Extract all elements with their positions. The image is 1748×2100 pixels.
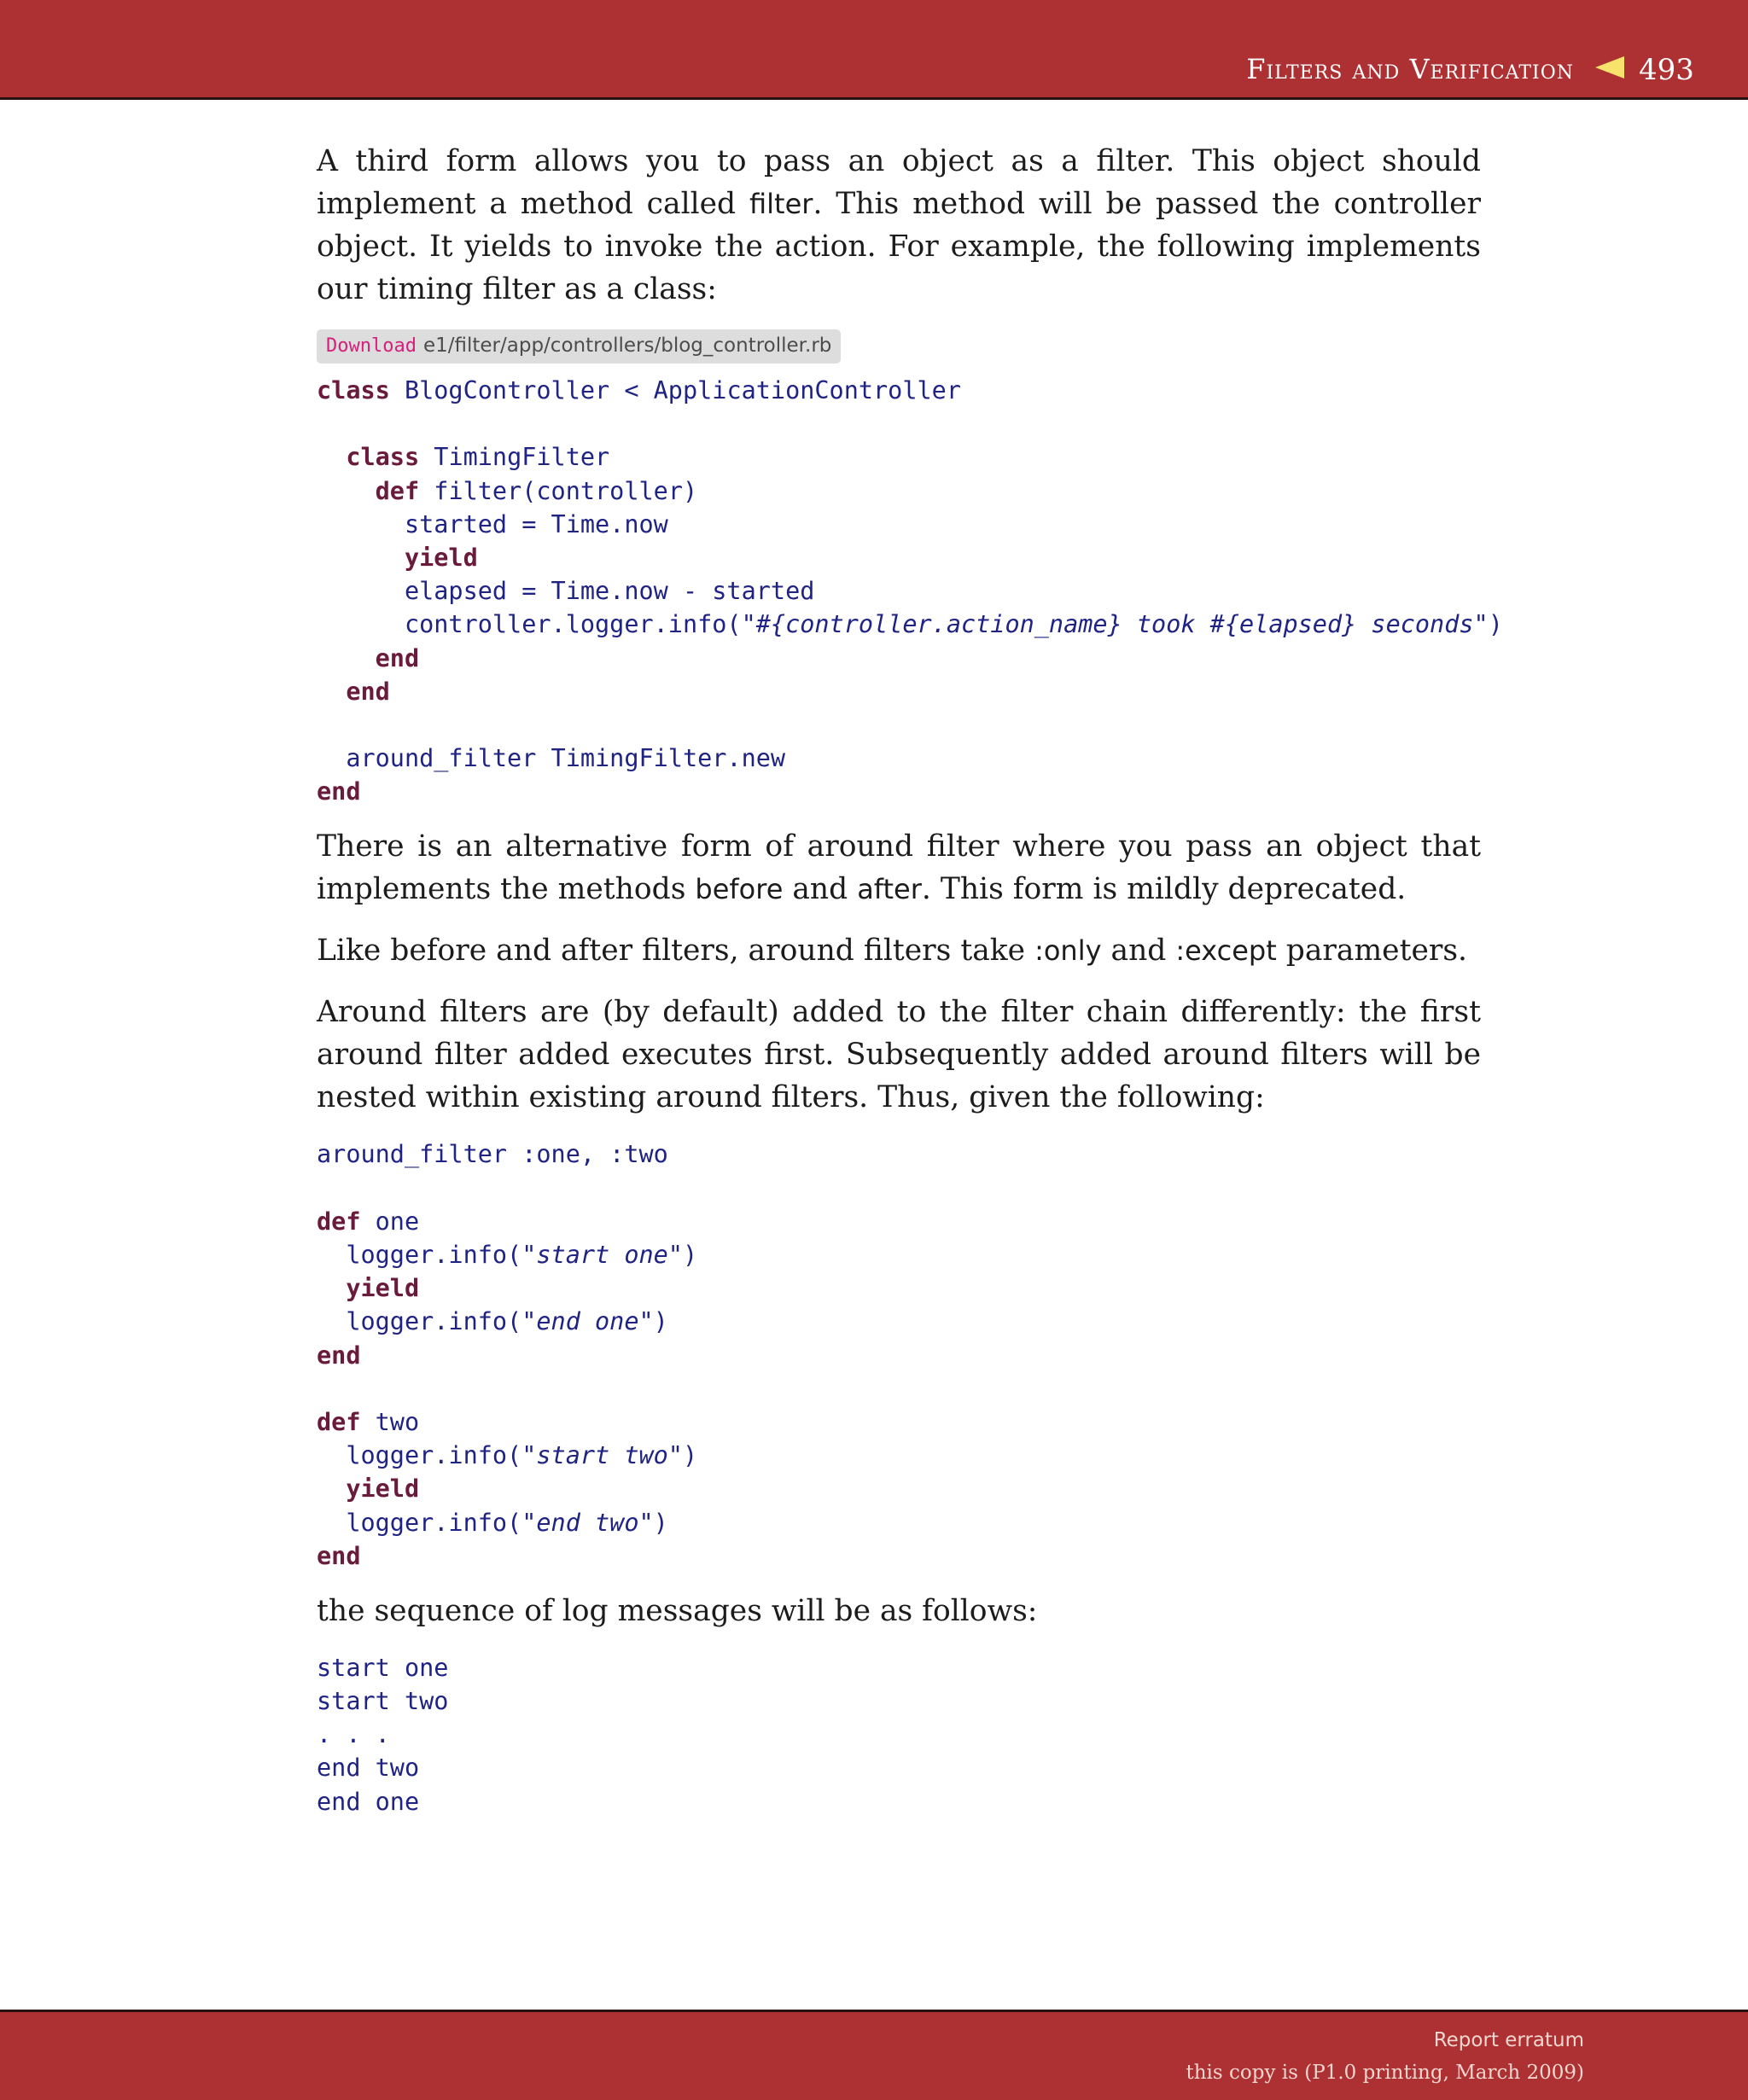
paragraph-alternative-form: [317, 825, 1481, 910]
code-line: [317, 508, 1481, 541]
code-line: [317, 574, 1481, 608]
inline-code-only: :only: [1034, 934, 1102, 968]
code-text: [317, 1274, 346, 1302]
download-path: e1/filter/app/controllers/blog_controller.rb: [422, 334, 832, 357]
code-line: [317, 708, 1481, 742]
paragraph-text: and: [1101, 934, 1176, 969]
code-line: [317, 1684, 1481, 1718]
code-keyword: class: [317, 376, 390, 404]
code-line: [317, 675, 1481, 708]
code-text: logger.info(: [317, 1508, 522, 1537]
code-line: [317, 1506, 1481, 1539]
paragraph-object-filter: [317, 140, 1481, 311]
code-keyword: end: [375, 643, 420, 672]
code-line: [317, 1751, 1481, 1784]
code-line: [317, 1372, 1481, 1405]
copy-notice: this copy is (P1.0 printing, March 2009): [1186, 2062, 1584, 2084]
code-keyword: yield: [346, 1475, 420, 1504]
report-erratum-link[interactable]: Report erratum: [1433, 2029, 1584, 2051]
page-footer: [0, 2010, 1748, 2100]
code-block-around-filters: [317, 1137, 1481, 1572]
code-text: logger.info(: [317, 1241, 522, 1269]
code-text: controller.logger.info(: [317, 610, 742, 639]
code-line: [317, 1651, 1481, 1684]
download-link[interactable]: [317, 329, 841, 364]
previous-page-arrow-icon[interactable]: [1595, 56, 1624, 79]
code-line: [317, 474, 1481, 508]
chapter-title: Filters and Verification: [1246, 53, 1574, 85]
paragraph-text: There is an alternative form of around filter where you pass an object that implements the methods: [317, 829, 1481, 907]
code-text: [317, 443, 346, 471]
code-keyword: def: [317, 1407, 361, 1436]
code-text: ): [682, 1441, 698, 1470]
code-block-log-output: [317, 1651, 1481, 1818]
code-text: [317, 678, 346, 706]
code-text: BlogController < ApplicationController: [389, 376, 961, 404]
code-text: one: [360, 1207, 420, 1236]
code-keyword: yield: [346, 1274, 420, 1303]
paragraph-text: . This form is mildly deprecated.: [921, 872, 1407, 907]
code-text: ): [653, 1508, 668, 1537]
code-string: "#{controller.action_name} took #{elapsed} seconds": [741, 610, 1489, 639]
inline-code-except: :except: [1175, 934, 1277, 968]
page-header: [0, 0, 1748, 100]
code-text: . . .: [317, 1720, 390, 1749]
code-line: [317, 1238, 1481, 1271]
code-text: end one: [317, 1787, 420, 1816]
code-line: [317, 374, 1481, 407]
paragraph-text: and: [783, 872, 858, 907]
code-line: [317, 1339, 1481, 1372]
code-text: end two: [317, 1754, 420, 1783]
code-line: [317, 608, 1503, 641]
paragraph-text: parameters.: [1276, 934, 1468, 969]
code-line: [317, 1718, 1481, 1751]
code-text: ): [1488, 610, 1503, 639]
paragraph-log-sequence: the sequence of log messages will be as follows:: [317, 1593, 1038, 1628]
code-line: [317, 1172, 1481, 1205]
code-text: elapsed = Time.now - started: [317, 577, 815, 606]
code-text: two: [360, 1407, 420, 1436]
code-text: [317, 1475, 346, 1503]
code-text: start one: [317, 1653, 449, 1682]
code-keyword: end: [317, 1541, 361, 1570]
code-text: around_filter :one, :two: [317, 1140, 668, 1169]
code-line: [317, 1205, 1481, 1238]
code-line: [317, 440, 1481, 474]
inline-code-before: before: [695, 873, 784, 906]
code-line: [317, 642, 1481, 675]
code-keyword: yield: [404, 543, 478, 572]
code-keyword: end: [346, 677, 390, 706]
paragraph-text: . This method will be passed the controller object. It yields to invoke the action. For example, the following implements our timing filter as a class:: [317, 187, 1481, 306]
code-string: "start two": [521, 1441, 683, 1470]
code-text: [317, 644, 376, 672]
code-text: TimingFilter: [419, 443, 610, 472]
code-text: around_filter TimingFilter.new: [317, 744, 786, 773]
code-text: ): [653, 1307, 668, 1336]
inline-code-filter: filter: [749, 188, 813, 220]
code-text: [317, 477, 376, 505]
page-content: [317, 140, 1503, 1835]
paragraph-text: Like before and after filters, around filters take: [317, 934, 1035, 969]
paragraph-text: A third form allows you to pass an object as a filter. This object should implement a method called: [317, 144, 1481, 221]
code-text: logger.info(: [317, 1441, 522, 1470]
code-text: filter(controller): [419, 476, 698, 505]
code-line: [317, 541, 1481, 574]
code-text: start two: [317, 1687, 449, 1716]
code-text: ): [682, 1241, 698, 1269]
code-block-timing-filter: [317, 374, 1503, 808]
code-line: [317, 1539, 1481, 1573]
code-keyword: end: [317, 1341, 361, 1370]
code-text: [317, 544, 405, 572]
paragraph-parameters: [317, 929, 1481, 972]
code-string: "end one": [521, 1307, 654, 1336]
code-keyword: class: [346, 443, 420, 472]
code-line: [317, 1785, 1481, 1818]
code-line: [317, 742, 1481, 775]
paragraph-filter-chain: Around filters are (by default) added to the filter chain differently: the first around filter added executes first. Subsequently added around filters will be nested within existing around filters. Thus, given the following:: [317, 995, 1481, 1115]
code-line: [317, 1271, 1481, 1305]
code-text: started = Time.now: [317, 509, 668, 538]
code-keyword: def: [375, 476, 420, 505]
inline-code-after: after: [857, 873, 922, 906]
code-text: logger.info(: [317, 1307, 522, 1336]
code-line: [317, 1305, 1481, 1338]
code-keyword: def: [317, 1207, 361, 1236]
code-line: [317, 1137, 1481, 1171]
code-line: [317, 1405, 1481, 1439]
code-line: [317, 1439, 1481, 1472]
code-line: [317, 407, 1481, 440]
code-line: [317, 1472, 1481, 1505]
download-label: Download: [326, 335, 417, 357]
code-line: [317, 775, 1481, 808]
code-keyword: end: [317, 777, 361, 806]
code-string: "start one": [521, 1241, 683, 1269]
code-string: "end two": [521, 1508, 654, 1537]
page-number: 493: [1639, 53, 1694, 87]
